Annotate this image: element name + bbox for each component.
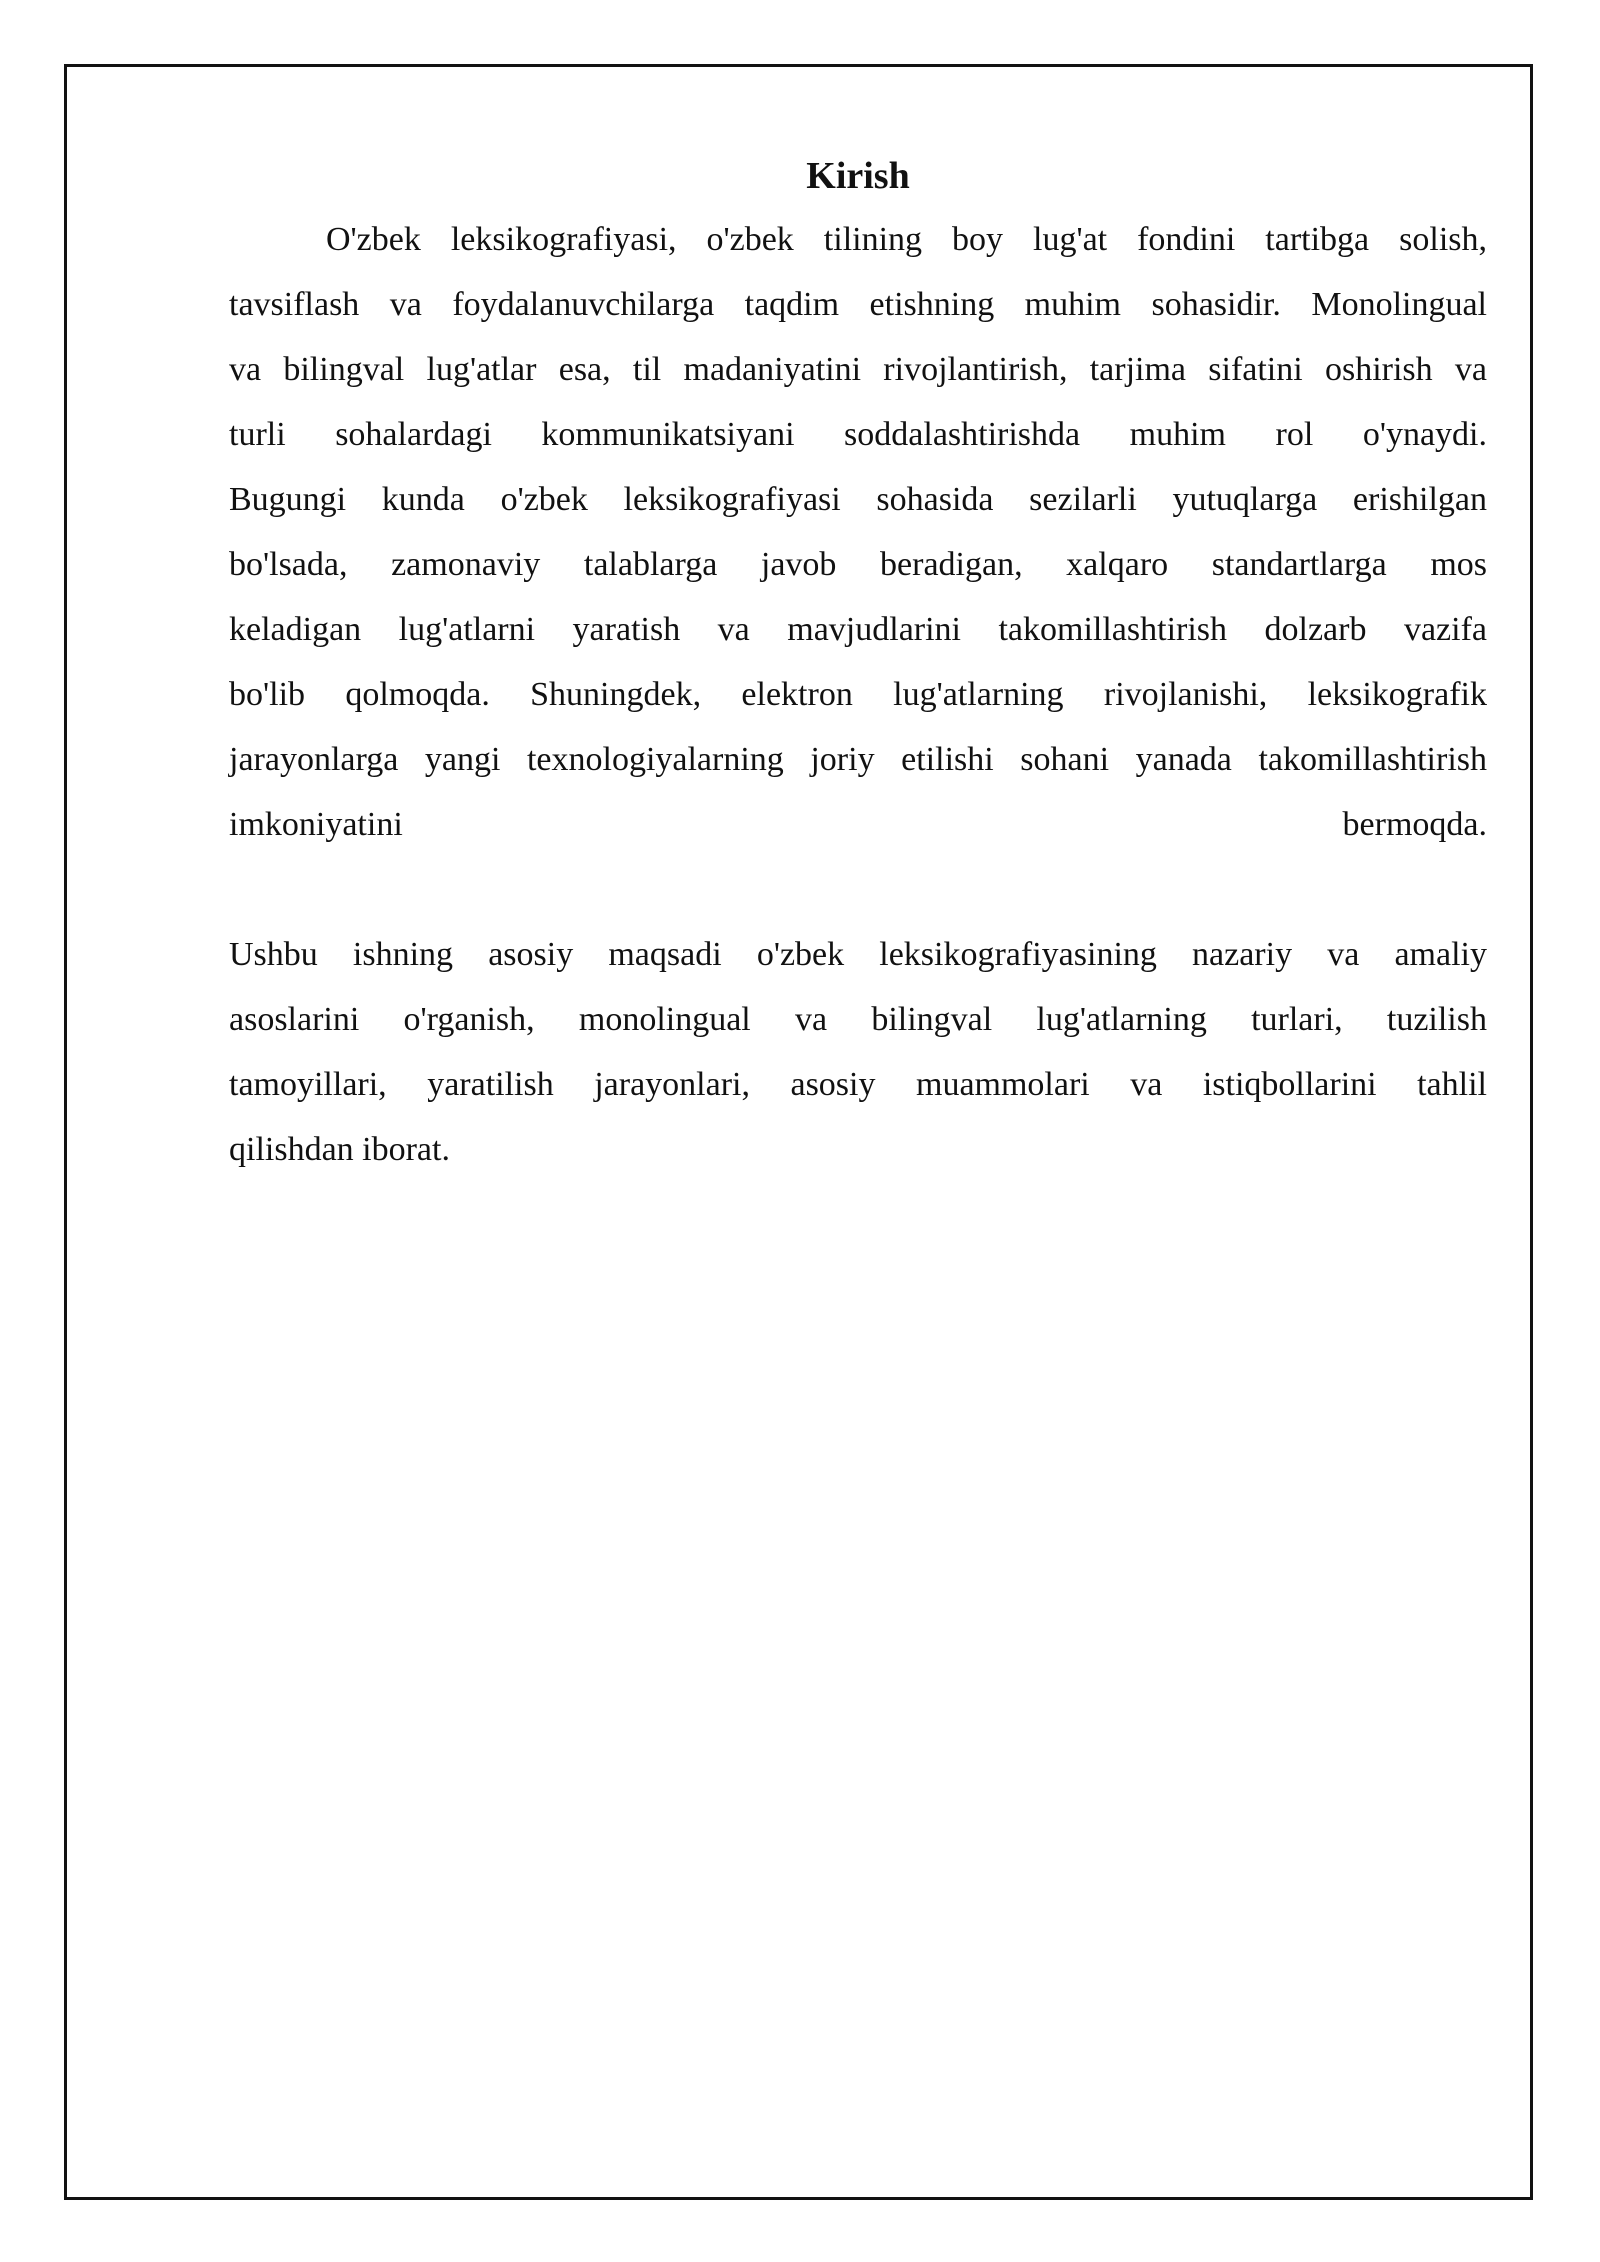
paragraph-line: va bilingval lug'atlar esa, til madaniyatini rivojlantirish, tarjima sifatini oshirish va: [229, 351, 1487, 388]
paragraph-line: imkoniyatini bermoqda.: [229, 806, 1487, 843]
intro-paragraph-1: [229, 207, 1487, 857]
paragraph-line: tamoyillari, yaratilish jarayonlari, asosiy muammolari va istiqbollarini tahlil: [229, 1066, 1487, 1103]
paragraph-line: Bugungi kunda o'zbek leksikografiyasi sohasida sezilarli yutuqlarga erishilgan: [229, 481, 1487, 518]
paragraph-line: bo'lib qolmoqda. Shuningdek, elektron lug'atlarning rivojlanishi, leksikografik: [229, 676, 1487, 713]
paragraph-line: tavsiflash va foydalanuvchilarga taqdim etishning muhim sohasidir. Monolingual: [229, 286, 1487, 323]
document-title: Kirish: [806, 155, 910, 197]
paragraph-line: Ushbu ishning asosiy maqsadi o'zbek leksikografiyasining nazariy va amaliy: [229, 936, 1487, 973]
paragraph-line: keladigan lug'atlarni yaratish va mavjudlarini takomillashtirish dolzarb vazifa: [229, 611, 1487, 648]
paragraph-spacer: [229, 857, 1487, 922]
paragraph-line: jarayonlarga yangi texnologiyalarning joriy etilishi sohani yanada takomillashtirish: [229, 741, 1487, 778]
paragraph-line: qilishdan iborat.: [229, 1131, 450, 1168]
paragraph-line: asoslarini o'rganish, monolingual va bilingval lug'atlarning turlari, tuzilish: [229, 1001, 1487, 1038]
document-body: [229, 150, 1487, 1182]
paragraph-line: O'zbek leksikografiyasi, o'zbek tilining boy lug'at fondini tartibga solish,: [326, 221, 1487, 258]
intro-paragraph-2: [229, 922, 1487, 1182]
paragraph-line: bo'lsada, zamonaviy talablarga javob beradigan, xalqaro standartlarga mos: [229, 546, 1487, 583]
paragraph-line: turli sohalardagi kommunikatsiyani soddalashtirishda muhim rol o'ynaydi.: [229, 416, 1487, 453]
